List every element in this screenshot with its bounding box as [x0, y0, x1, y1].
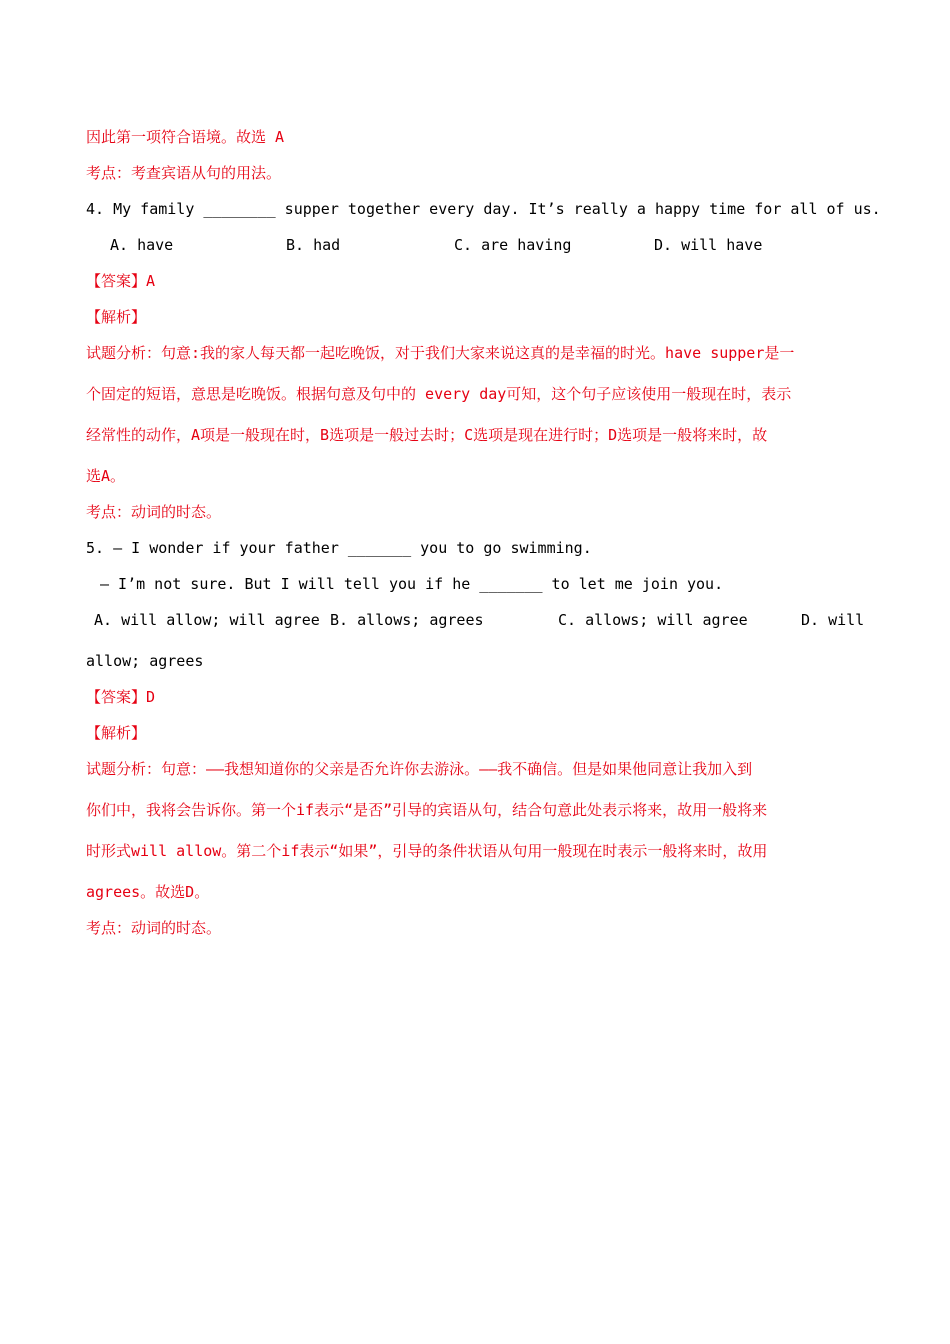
question-4-option-a: A. have [110, 236, 174, 254]
question-5-answer: 【答案】D [86, 688, 156, 706]
question-5-option-a: A. will allow; will agree [94, 611, 320, 629]
question-5-analysis-line-2: 你们中，我将会告诉你。第一个if表示“是否”引导的宾语从句，结合句意此处表示将来，故用一般将来 [86, 801, 768, 819]
question-5-analysis-line-4: agrees。故选D。 [86, 883, 210, 901]
question-4-analysis-heading: 【解析】 [86, 308, 147, 326]
question-5-analysis-line-3: 时形式will allow。第二个if表示“如果”，引导的条件状语从句用一般现在时表示一般将来时，故用 [86, 842, 768, 860]
question-5-stem-reply: — I’m not sure. But I will tell you if he _______ to let me join you. [100, 575, 724, 593]
question-4-analysis-line-2: 个固定的短语，意思是吃晚饭。根据句意及句中的 every day可知，这个句子应该使用一般现在时，表示 [86, 385, 792, 403]
question-4-option-d: D. will have [654, 236, 763, 254]
question-5-analysis-line-1: 试题分析：句意：——我想知道你的父亲是否允许你去游泳。——我不确信。但是如果他同意让我加入到 [86, 760, 753, 778]
question-4-analysis-line-4: 选A。 [86, 467, 126, 485]
question-5-stem: 5. — I wonder if your father _______ you to go swimming. [86, 539, 592, 557]
question-5-test-point: 考点：动词的时态。 [86, 919, 222, 937]
question-5-option-b: B. allows; agrees [330, 611, 484, 629]
question-4-option-c: C. are having [454, 236, 572, 254]
previous-test-point: 考点：考查宾语从句的用法。 [86, 164, 282, 182]
question-5-option-c: C. allows; will agree [558, 611, 748, 629]
question-4-answer: 【答案】A [86, 272, 156, 290]
question-4-analysis-line-1: 试题分析：句意:我的家人每天都一起吃晚饭，对于我们大家来说这真的是幸福的时光。have supper是一 [86, 344, 795, 362]
question-5-analysis-heading: 【解析】 [86, 724, 147, 742]
question-4-option-b: B. had [286, 236, 341, 254]
question-5-option-d: D. will [801, 611, 865, 629]
question-5-option-d-continued: allow; agrees [86, 652, 204, 670]
question-4-stem: 4. My family ________ supper together every day. It’s really a happy time for all of us. [86, 200, 881, 218]
question-4-test-point: 考点：动词的时态。 [86, 503, 222, 521]
question-4-analysis-line-3: 经常性的动作，A项是一般现在时，B选项是一般过去时；C选项是现在进行时；D选项是一般将来时，故 [86, 426, 768, 444]
previous-conclusion: 因此第一项符合语境。故选 A [86, 128, 285, 146]
